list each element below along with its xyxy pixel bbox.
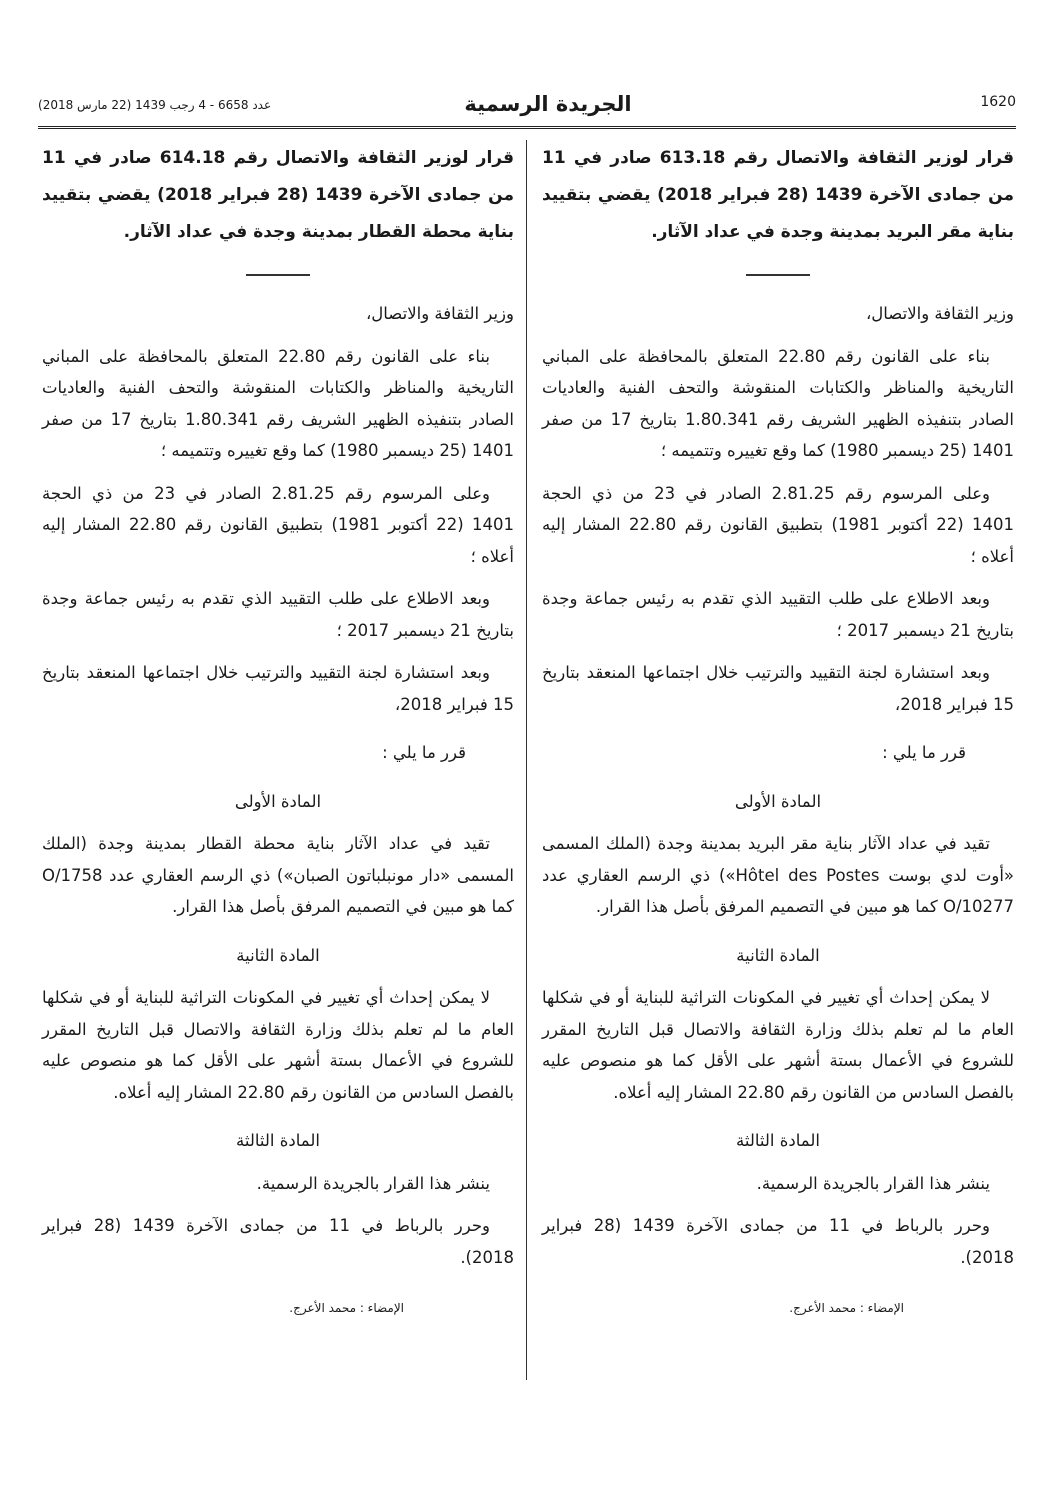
- preamble-law: بناء على القانون رقم 22.80 المتعلق بالمحافظة على المباني التاريخية والمناظر والكتابات المنقوشة والتحف الفنية والعاديات الصادر بتنفيذه الظهير الشريف رقم 1.80.341 بتاريخ 17 من صفر 1401 (25 ديسمبر 1980) كما وقع تغييره وتتميمه ؛: [542, 346, 1014, 460]
- signature: الإمضاء : محمد الأعرج.: [789, 1301, 904, 1315]
- preamble-committee: وبعد استشارة لجنة التقييد والترتيب خلال اجتماعها المنعقد بتاريخ 15 فبراير 2018،: [542, 663, 1014, 714]
- decree-title: قرار لوزير الثقافة والاتصال رقم 613.18 صادر في 11 من جمادى الآخرة 1439 (28 فبراير 2018) يقضي بتقييد بناية مقر البريد بمدينة وجدة في عداد الآثار.: [542, 148, 1014, 242]
- preamble-committee: وبعد استشارة لجنة التقييد والترتيب خلال اجتماعها المنعقد بتاريخ 15 فبراير 2018،: [42, 663, 514, 714]
- gazette-title: الجريدة الرسمية: [464, 92, 632, 116]
- title-separator: [746, 274, 810, 276]
- article-1-text: [542, 828, 1014, 923]
- article-3-heading: المادة الثالثة: [736, 1131, 820, 1150]
- article-2-heading: المادة الثانية: [736, 945, 820, 965]
- minister-line: وزير الثقافة والاتصال،: [365, 304, 514, 323]
- header-bar: [38, 92, 1016, 122]
- article-1-text-part2: ») ذي الرسم العقاري عدد O/10277 كما هو مبين في التصميم المرفق بأصل هذا القرار.: [542, 865, 1014, 916]
- header-rule: [38, 126, 1016, 129]
- decides-line: قرر ما يلي :: [882, 743, 966, 762]
- decree-title: قرار لوزير الثقافة والاتصال رقم 614.18 صادر في 11 من جمادى الآخرة 1439 (28 فبراير 2018) يقضي بتقييد بناية محطة القطار بمدينة وجدة في عداد الآثار.: [42, 148, 514, 242]
- decides-line: قرر ما يلي :: [382, 743, 466, 762]
- article-2-text: لا يمكن إحداث أي تغيير في المكونات التراثية للبناية أو في شكلها العام ما لم تعلم بذلك وزارة الثقافة والاتصال قبل التاريخ المقرر للشروع في الأعمال بستة أشهر على الأقل كما هو منصوص عليه بالفصل السادس من القانون رقم 22.80 المشار إليه أعلاه.: [42, 988, 514, 1102]
- article-2-heading: المادة الثانية: [236, 945, 320, 965]
- article-2-text: لا يمكن إحداث أي تغيير في المكونات التراثية للبناية أو في شكلها العام ما لم تعلم بذلك وزارة الثقافة والاتصال قبل التاريخ المقرر للشروع في الأعمال بستة أشهر على الأقل كما هو منصوص عليه بالفصل السادس من القانون رقم 22.80 المشار إليه أعلاه.: [542, 988, 1014, 1102]
- issue-line: عدد 6658 - 4 رجب 1439 (22 مارس 2018): [38, 98, 272, 112]
- preamble-decree: وعلى المرسوم رقم 2.81.25 الصادر في 23 من ذي الحجة 1401 (22 أكتوبر 1981) بتطبيق القانون رقم 22.80 المشار إليه أعلاه ؛: [542, 483, 1014, 566]
- preamble-law: بناء على القانون رقم 22.80 المتعلق بالمحافظة على المباني التاريخية والمناظر والكتابات المنقوشة والتحف الفنية والعاديات الصادر بتنفيذه الظهير الشريف رقم 1.80.341 بتاريخ 17 من صفر 1401 (25 ديسمبر 1980) كما وقع تغييره وتتميمه ؛: [42, 346, 514, 460]
- decree-614-column: [42, 140, 514, 1317]
- preamble-request: وبعد الاطلاع على طلب التقييد الذي تقدم به رئيس جماعة وجدة بتاريخ 21 ديسمبر 2017 ؛: [42, 589, 514, 640]
- closing-line: وحرر بالرباط في 11 من جمادى الآخرة 1439 (28 فبراير 2018).: [542, 1216, 1014, 1267]
- column-divider: [526, 140, 527, 1380]
- preamble-decree: وعلى المرسوم رقم 2.81.25 الصادر في 23 من ذي الحجة 1401 (22 أكتوبر 1981) بتطبيق القانون رقم 22.80 المشار إليه أعلاه ؛: [42, 483, 514, 566]
- minister-line: وزير الثقافة والاتصال،: [865, 304, 1014, 323]
- article-3-text: ينشر هذا القرار بالجريدة الرسمية.: [756, 1173, 990, 1193]
- article-1-heading: المادة الأولى: [734, 791, 822, 811]
- preamble-request: وبعد الاطلاع على طلب التقييد الذي تقدم به رئيس جماعة وجدة بتاريخ 21 ديسمبر 2017 ؛: [542, 589, 1014, 640]
- page-number: 1620: [980, 94, 1016, 110]
- closing-line: وحرر بالرباط في 11 من جمادى الآخرة 1439 (28 فبراير 2018).: [42, 1216, 514, 1267]
- article-3-heading: المادة الثالثة: [236, 1131, 320, 1150]
- title-separator: [246, 274, 310, 276]
- article-1-latin-name: Hôtel des Postes: [735, 865, 880, 885]
- article-1-text-part1: تقيد في عداد الآثار بناية مقر البريد بمدينة وجدة (الملك المسمى «أوت لدي بوست: [542, 834, 1014, 885]
- article-1-heading: المادة الأولى: [234, 791, 322, 811]
- article-1-text: تقيد في عداد الآثار بناية محطة القطار بمدينة وجدة (الملك المسمى «دار مونبلباتون الصبان») ذي الرسم العقاري عدد O/1758 كما هو مبين في التصميم المرفق بأصل هذا القرار.: [42, 834, 514, 916]
- article-3-text: ينشر هذا القرار بالجريدة الرسمية.: [256, 1173, 490, 1193]
- decree-613-column: [542, 140, 1014, 1317]
- signature: الإمضاء : محمد الأعرج.: [289, 1301, 404, 1315]
